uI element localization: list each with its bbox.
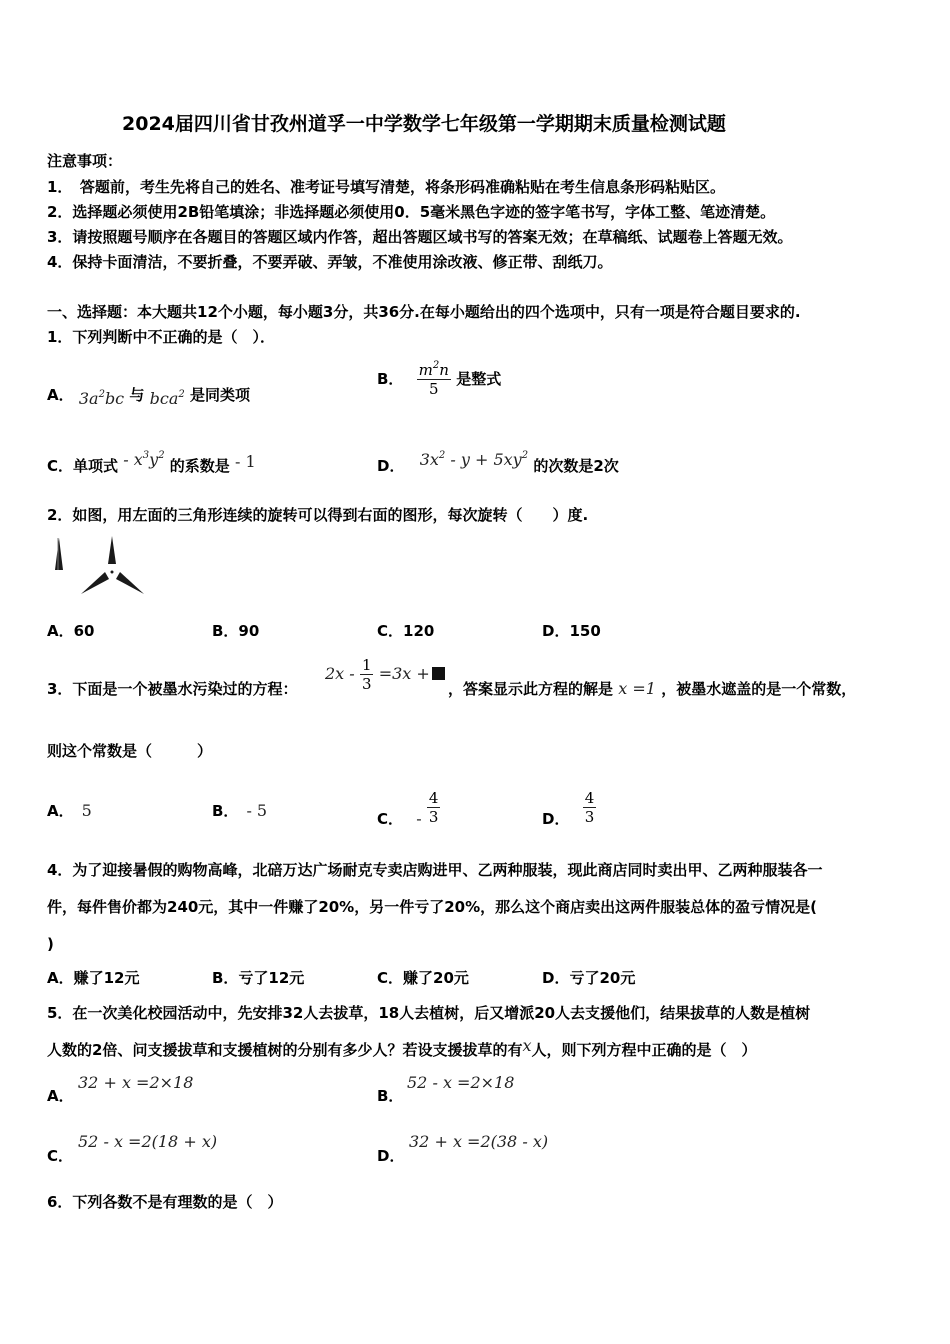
rotation-figure	[48, 534, 150, 600]
q5-option-c-label: C．	[47, 1147, 74, 1165]
q5-option-d-label: D．	[377, 1147, 405, 1165]
note-item: 3．请按照题号顺序在各题目的答题区域内作答，超出答题区域书写的答案无效；在草稿纸、试题卷上答题无效。	[47, 228, 793, 246]
rotated-triangles	[81, 536, 144, 594]
q5-option-a: 32 + x =2×18	[78, 1073, 194, 1092]
math-term: $3a^2bc$	[78, 389, 125, 408]
option-tail: 的次数是2次	[533, 457, 619, 475]
q4-option-d: D．亏了20元	[542, 969, 636, 987]
q1-option-b	[377, 361, 501, 398]
q1-option-c	[47, 450, 256, 476]
q5-option-b: 52 - x =2×18	[407, 1073, 515, 1092]
q2-option-d: D．150	[542, 622, 601, 640]
question-2-stem: 2．如图，用左面的三角形连续的旋转可以得到右面的图形，每次旋转（ ）度.	[47, 506, 589, 524]
solution-value: x =1	[618, 679, 656, 698]
single-triangle	[55, 538, 63, 570]
question-3-stem	[47, 679, 297, 699]
note-item: 1． 答题前，考生先将自己的姓名、准考证号填写清楚，将条形码准确粘贴在考生信息条形码粘贴区。	[47, 178, 725, 196]
q1-option-a	[47, 385, 250, 408]
math-term: $3x^2 - y + 5xy^2$	[419, 450, 529, 469]
question-5-line: 5．在一次美化校园活动中，先安排32人去拔草，18人去植树，后又增派20人去支援他们，结果拔草的人数是植树	[47, 1004, 811, 1022]
math-term: bca$^2$	[149, 389, 185, 408]
question-4-line: 件，每件售价都为240元，其中一件赚了20%，另一件亏了20%，那么这个商店卖出这两件服装总体的盈亏情况是(	[47, 898, 817, 916]
q3-option-b: B． - 5	[212, 801, 268, 820]
center-point	[111, 571, 114, 574]
math-fraction: $\frac{4}{3}$	[584, 789, 595, 826]
note-item: 4．保持卡面清洁，不要折叠，不要弄破、弄皱，不准使用涂改液、修正带、刮纸刀。	[47, 253, 613, 271]
ink-blot	[432, 667, 445, 680]
stem-text: 3．下面是一个被墨水污染过的方程：	[47, 680, 298, 698]
q5-option-d: 32 + x =2(38 - x)	[409, 1132, 549, 1151]
q3-option-d: D． $\frac{4}{3}$	[542, 789, 595, 828]
notes-heading: 注意事项：	[47, 152, 123, 170]
math-value: - 1	[235, 452, 256, 471]
q4-option-b: B．亏了12元	[212, 969, 305, 987]
question-5-line: 人数的2倍、问支援拔草和支援植树的分别有多少人？若设支援拔草的有x人，则下列方程中正确的是（ ）	[47, 1036, 757, 1059]
option-label: D．	[377, 457, 405, 475]
q3-option-c: C． - $\frac{4}{3}$	[377, 789, 439, 828]
question-4-line: 4．为了迎接暑假的购物高峰，北碚万达广场耐克专卖店购进甲、乙两种服装，现此商店同时卖出甲、乙两种服装各一	[47, 861, 823, 879]
option-label: C．单项式	[47, 457, 119, 475]
connector-text: 与	[129, 386, 145, 404]
triangle-left	[81, 572, 109, 594]
page-title: 2024届四川省甘孜州道孚一中学数学七年级第一学期期末质量检测试题	[122, 113, 726, 135]
q2-option-a: A．60	[47, 622, 95, 640]
option-tail: 是同类项	[189, 386, 250, 404]
math-fraction: $\frac{1}{3}$	[361, 656, 372, 693]
question-4-line: )	[47, 935, 54, 953]
question-3-stem-cont: ，答案显示此方程的解是 x =1 ，被墨水遮盖的是一个常数，	[448, 679, 857, 698]
triangle-up	[108, 536, 116, 564]
option-label: A．	[47, 386, 74, 404]
q5-option-c: 52 - x =2(18 + x)	[78, 1132, 218, 1151]
question-6-stem: 6．下列各数不是有理数的是（ ）	[47, 1193, 283, 1211]
q1-option-d	[377, 450, 619, 476]
math-fraction: $\frac{m^2n}{5}$	[418, 360, 449, 398]
math-fraction: $\frac{4}{3}$	[428, 789, 439, 826]
math-term: - $x^3y^2$	[123, 450, 165, 469]
option-label: B．	[377, 370, 404, 388]
connector-text: 的系数是	[169, 457, 230, 475]
q4-option-c: C．赚了20元	[377, 969, 469, 987]
inked-equation: 2x - $\frac{1}{3}$ =3x +	[325, 656, 445, 693]
q3-option-a: A． 5	[47, 801, 92, 820]
option-tail: 是整式	[456, 370, 502, 388]
q5-option-a-label: A．	[47, 1087, 74, 1105]
q2-option-b: B．90	[212, 622, 260, 640]
question-1-stem: 1．下列判断中不正确的是（ ）．	[47, 328, 275, 346]
note-item: 2．选择题必须使用2B铅笔填涂；非选择题必须使用0．5毫米黑色字迹的签字笔书写，字体工整、笔迹清楚。	[47, 203, 776, 221]
section-heading: 一、选择题：本大题共12个小题，每小题3分，共36分.在每小题给出的四个选项中，只有一项是符合题目要求的.	[47, 303, 801, 321]
q2-option-c: C．120	[377, 622, 435, 640]
q5-option-b-label: B．	[377, 1087, 404, 1105]
triangle-right	[116, 572, 144, 594]
question-3-stem-line2: 则这个常数是（ ）	[47, 742, 213, 760]
q4-option-a: A．赚了12元	[47, 969, 140, 987]
